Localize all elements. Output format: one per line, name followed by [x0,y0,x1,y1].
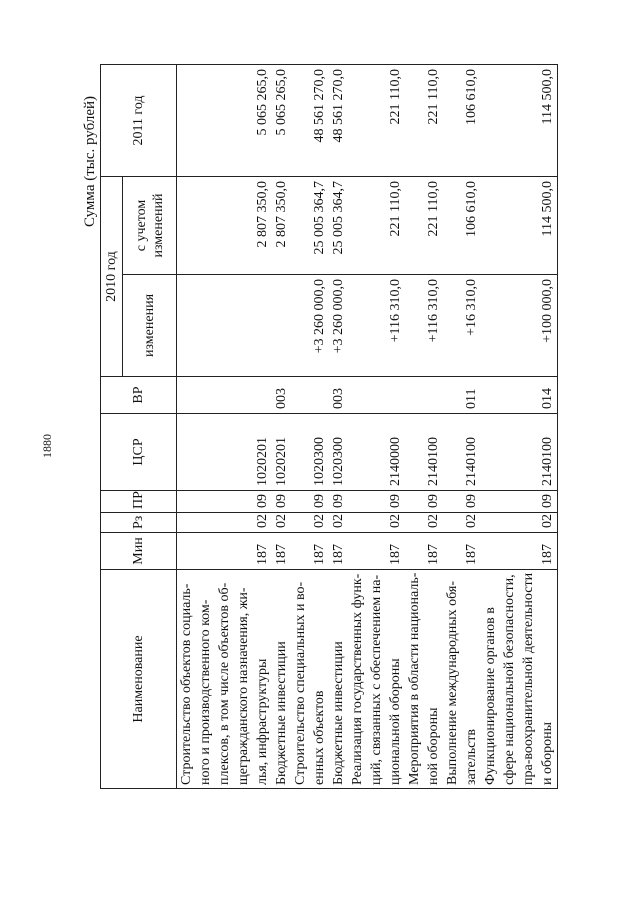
row-vr [291,377,329,414]
row-vr: 011 [443,377,481,414]
table-row [329,65,348,789]
row-2011: 5 065 265,0 [177,65,273,177]
header-row-1 [101,65,123,789]
row-min: 187 [348,533,405,570]
row-min: 187 [177,533,273,570]
header-rz: Рз [101,513,177,533]
row-with-changes: 114 500,0 [481,177,558,275]
row-min: 187 [481,533,558,570]
table-row [348,65,405,789]
row-csr: 2140100 [405,414,443,491]
row-changes: +16 310,0 [443,275,481,377]
row-pr: 09 [329,491,348,513]
row-name: Бюджетные инвестиции [272,570,291,789]
header-pr: ПР [101,491,177,513]
header-with-changes: с учетом изменений [123,177,177,275]
row-rz: 02 [405,513,443,533]
row-2011: 106 610,0 [443,65,481,177]
table-row [272,65,291,789]
row-with-changes: 25 005 364,7 [329,177,348,275]
row-vr: 003 [329,377,348,414]
row-with-changes: 221 110,0 [405,177,443,275]
row-changes: +3 260 000,0 [329,275,348,377]
table-row [481,65,558,789]
row-pr: 09 [443,491,481,513]
row-changes: +3 260 000,0 [291,275,329,377]
row-with-changes: 106 610,0 [443,177,481,275]
row-min: 187 [291,533,329,570]
row-2011: 221 110,0 [348,65,405,177]
row-pr: 09 [405,491,443,513]
row-with-changes: 221 110,0 [348,177,405,275]
row-vr [348,377,405,414]
row-name: Бюджетные инвестиции [329,570,348,789]
row-with-changes: 25 005 364,7 [291,177,329,275]
row-rz: 02 [348,513,405,533]
row-with-changes: 2 807 350,0 [177,177,273,275]
header-2010: 2010 год [101,177,123,377]
row-csr: 2140100 [481,414,558,491]
row-2011: 48 561 270,0 [291,65,329,177]
row-name: Реализация государственных функ-ций, связанных с обеспечением на-циональной обороны [348,570,405,789]
header-csr: ЦСР [101,414,177,491]
header-name: Наименование [101,570,177,789]
row-csr: 1020300 [329,414,348,491]
row-changes: +116 310,0 [405,275,443,377]
page-number: 1880 [40,434,54,458]
header-changes: изменения [123,275,177,377]
row-pr: 09 [177,491,273,513]
row-rz: 02 [443,513,481,533]
row-rz: 02 [177,513,273,533]
header-2011: 2011 год [101,65,177,177]
row-min: 187 [443,533,481,570]
row-changes [177,275,273,377]
row-name: Выполнение международных обя-зательств [443,570,481,789]
row-vr [177,377,273,414]
row-csr: 2140100 [443,414,481,491]
row-pr: 09 [272,491,291,513]
row-2011: 114 500,0 [481,65,558,177]
row-with-changes: 2 807 350,0 [272,177,291,275]
row-min: 187 [272,533,291,570]
row-2011: 5 065 265,0 [272,65,291,177]
row-csr: 1020300 [291,414,329,491]
row-2011: 221 110,0 [405,65,443,177]
table-row [443,65,481,789]
row-pr: 09 [348,491,405,513]
units-caption: Сумма (тыс. рублей) [82,95,98,227]
row-changes: +100 000,0 [481,275,558,377]
row-rz: 02 [329,513,348,533]
row-name: Мероприятия в области националь-ной обороны [405,570,443,789]
row-name: Функционирование органов в сфере национальной безопасности, пра-воохранительной деятельности и обороны [481,570,558,789]
row-pr: 09 [481,491,558,513]
row-vr: 014 [481,377,558,414]
table-row [405,65,443,789]
row-name: Строительство объектов социаль-ного и производственного ком-плексов, в том числе объектов об-щегражданского назначения, жи-лья, инфраструктуры [177,570,273,789]
row-rz: 02 [272,513,291,533]
budget-table [100,64,558,789]
header-min: Мин [101,533,177,570]
row-rz: 02 [481,513,558,533]
row-changes [272,275,291,377]
row-csr: 1020201 [272,414,291,491]
row-vr: 003 [272,377,291,414]
row-csr: 2140000 [348,414,405,491]
header-vr: ВР [101,377,177,414]
table-row [291,65,329,789]
row-pr: 09 [291,491,329,513]
row-2011: 48 561 270,0 [329,65,348,177]
row-rz: 02 [291,513,329,533]
row-changes: +116 310,0 [348,275,405,377]
row-name: Строительство специальных и во-енных объектов [291,570,329,789]
row-min: 187 [329,533,348,570]
row-min: 187 [405,533,443,570]
row-csr: 1020201 [177,414,273,491]
row-vr [405,377,443,414]
table-row [177,65,273,789]
